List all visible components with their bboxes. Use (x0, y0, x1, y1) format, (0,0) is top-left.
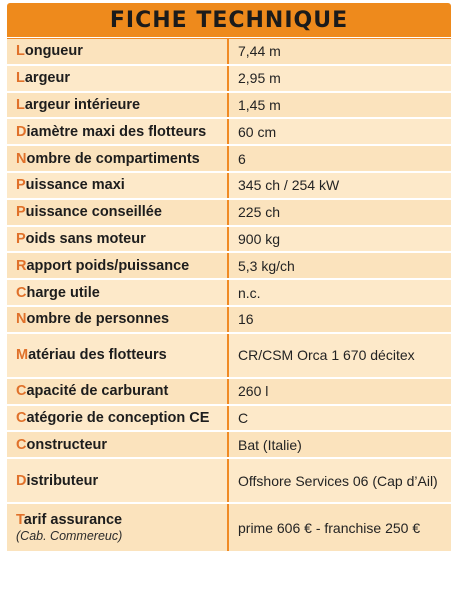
table-row (7, 39, 451, 66)
table-row (7, 200, 451, 227)
page-title: FICHE TECHNIQUE (109, 7, 349, 33)
table-row (7, 119, 451, 146)
table-row (7, 227, 451, 254)
table-row (7, 146, 451, 173)
spec-value: Offshore Services 06 (Cap d’Ail) (238, 472, 438, 489)
spec-value: 260 l (238, 383, 269, 400)
table-row (7, 379, 451, 406)
spec-value: 16 (238, 311, 254, 328)
spec-value: Bat (Italie) (238, 436, 302, 453)
spec-value: 2,95 m (238, 70, 281, 87)
title-bar (7, 3, 451, 37)
table-row (7, 307, 451, 334)
spec-value: 900 kg (238, 230, 281, 247)
spec-value: 225 ch (238, 204, 281, 221)
spec-label: Tarif assurance (Cab. Commereuc) (7, 504, 229, 551)
spec-value: 1,45 m (238, 96, 281, 113)
table-row (7, 280, 451, 307)
spec-value: 60 cm (238, 123, 277, 140)
spec-value: 7,44 m (238, 43, 281, 60)
spec-value: 345 ch / 254 kW (238, 177, 340, 194)
spec-label: Matériau des flotteurs (7, 334, 229, 377)
table-row (7, 173, 451, 200)
spec-label: Catégorie de conception CE (7, 406, 229, 431)
table-row (7, 406, 451, 433)
spec-label: Distributeur (7, 459, 229, 502)
table-row (7, 253, 451, 280)
spec-label: Nombre de personnes (7, 307, 229, 332)
spec-value: 6 (238, 150, 246, 167)
spec-label: Largeur (7, 66, 229, 91)
spec-label: Nombre de compartiments (7, 146, 229, 171)
table-row (7, 459, 451, 504)
spec-label: Longueur (7, 39, 229, 64)
spec-label: Diamètre maxi des flotteurs (7, 119, 229, 144)
table-row (7, 93, 451, 120)
spec-label: Largeur intérieure (7, 93, 229, 118)
spec-label: Charge utile (7, 280, 229, 305)
spec-value: 5,3 kg/ch (238, 257, 295, 274)
spec-value: CR/CSM Orca 1 670 décitex (238, 347, 415, 364)
spec-value: prime 606 € - franchise 250 € (238, 519, 421, 536)
spec-label: Constructeur (7, 432, 229, 457)
table-row (7, 334, 451, 379)
spec-table (7, 38, 451, 553)
spec-label: Capacité de carburant (7, 379, 229, 404)
table-row (7, 66, 451, 93)
table-row (7, 504, 451, 553)
spec-sublabel: (Cab. Commereuc) (16, 528, 123, 543)
spec-label: Poids sans moteur (7, 227, 229, 252)
spec-label: Rapport poids/puissance (7, 253, 229, 278)
spec-label: Puissance conseillée (7, 200, 229, 225)
table-row (7, 432, 451, 459)
spec-label: Puissance maxi (7, 173, 229, 198)
spec-value: n.c. (238, 284, 261, 301)
spec-value: C (238, 409, 249, 426)
